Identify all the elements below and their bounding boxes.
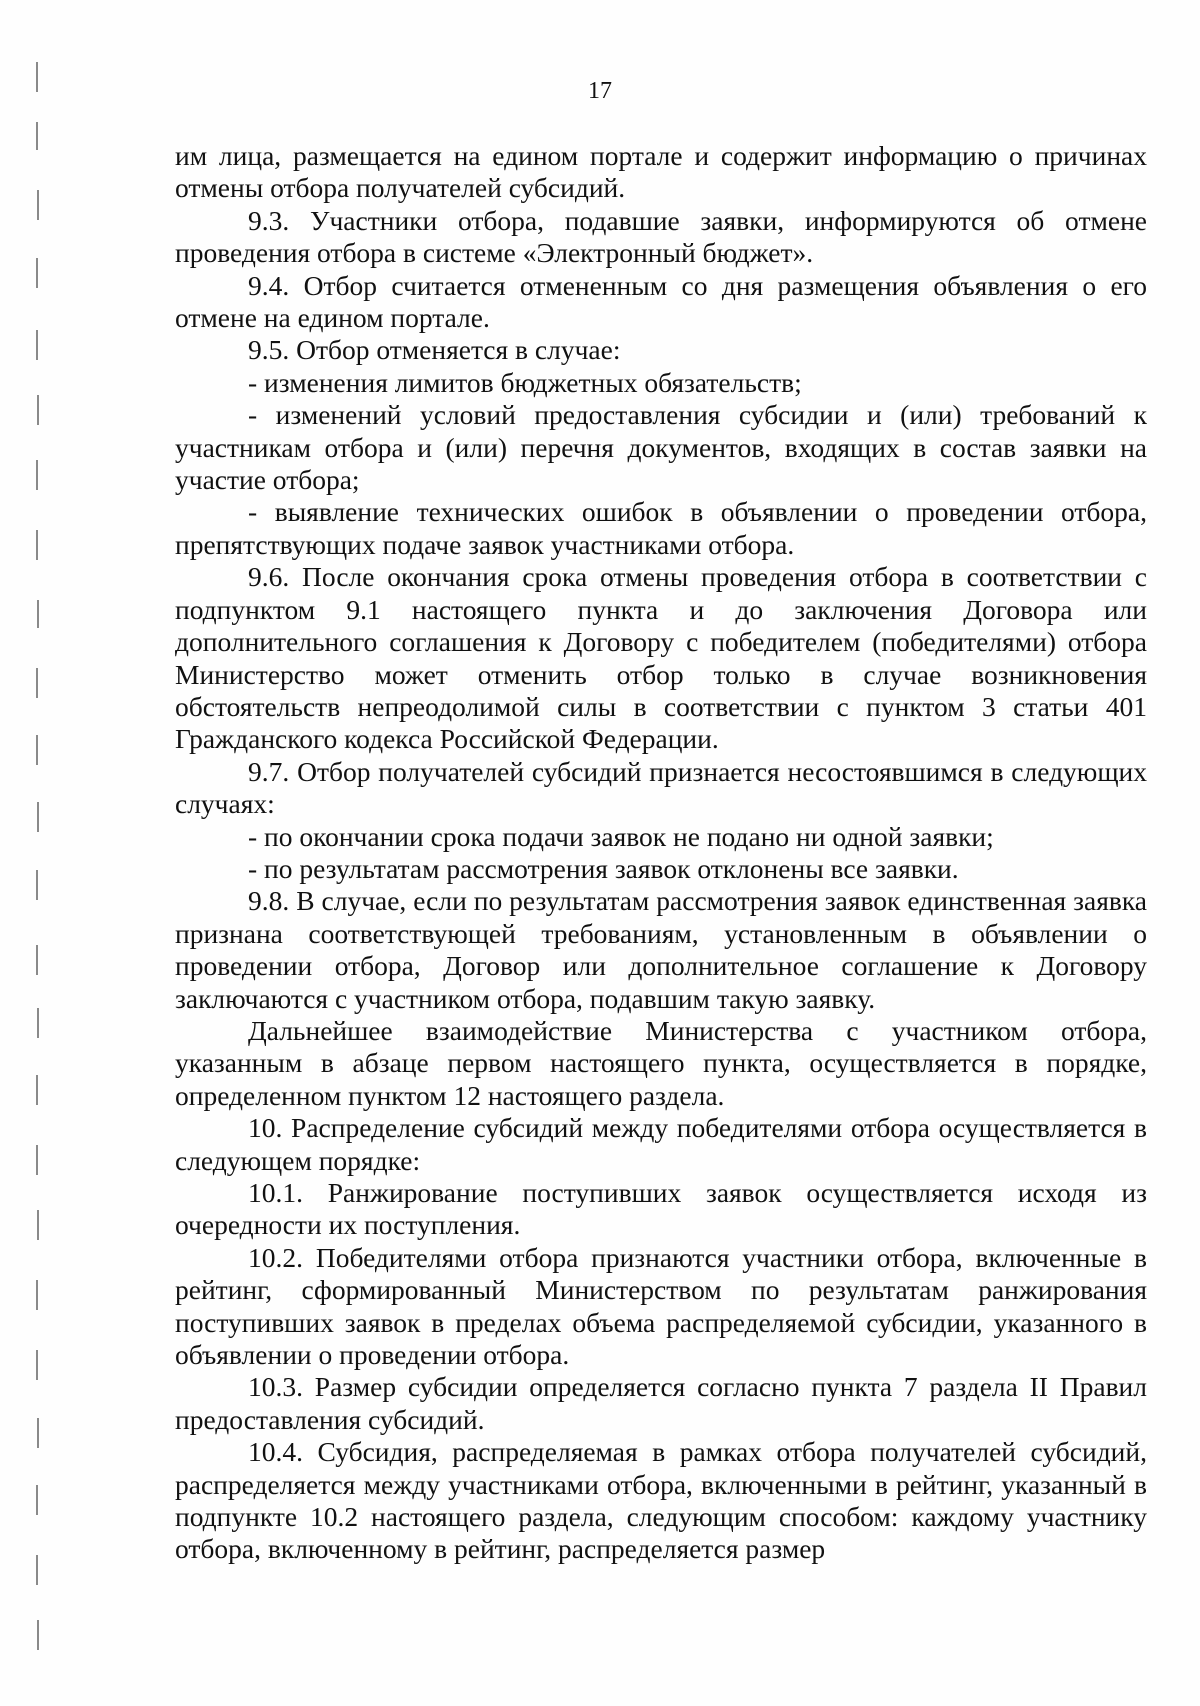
paragraph: 9.4. Отбор считается отмененным со дня размещения объявления о его отмене на едином портале. xyxy=(175,269,1147,334)
paragraph: Дальнейшее взаимодействие Министерства с участником отбора, указанным в абзаце первом настоящего пункта, осуществляется в порядке, определенном пунктом 12 настоящего раздела. xyxy=(175,1014,1147,1111)
paragraph: 9.5. Отбор отменяется в случае: xyxy=(248,334,621,366)
paragraph: 9.3. Участники отбора, подавшие заявки, информируются об отмене проведения отбора в системе «Электронный бюджет». xyxy=(175,204,1147,269)
paragraph: 10.4. Субсидия, распределяемая в рамках отбора получателей субсидий, распределяется между участниками отбора, включенными в рейтинг, указанный в подпункте 10.2 настоящего раздела, следующим способом: каждому участнику отбора, включенному в рейтинг, распределяется размер xyxy=(175,1436,1147,1565)
paragraph: 9.6. После окончания срока отмены проведения отбора в соответствии с подпунктом 9.1 настоящего пункта и до заключения Договора или дополнительного соглашения к Договору с победителем (победителями) отбора Министерство может отменить отбор только в случае возникновения обстоятельств непреодолимой силы в соответствии с пунктом 3 статьи 401 Гражданского кодекса Российской Федерации. xyxy=(175,561,1147,755)
list-item: - изменений условий предоставления субсидии и (или) требований к участникам отбора и (или) перечня документов, входящих в состав заявки на участие отбора; xyxy=(175,399,1147,496)
paragraph: им лица, размещается на едином портале и содержит информацию о причинах отмены отбора получателей субсидий. xyxy=(175,140,1147,204)
paragraph: 9.8. В случае, если по результатам рассмотрения заявок единственная заявка признана соответствующей требованиям, установленным в объявлении о проведении отбора, Договор или дополнительное соглашение к Договору заключаются с участником отбора, подавшим такую заявку. xyxy=(175,885,1147,1014)
list-item: - по результатам рассмотрения заявок отклонены все заявки. xyxy=(248,852,959,884)
document-body xyxy=(175,140,1147,1566)
paragraph: 10.1. Ранжирование поступивших заявок осуществляется исходя из очередности их поступления. xyxy=(175,1177,1147,1241)
paragraph: 9.7. Отбор получателей субсидий признается несостоявшимся в следующих случаях: xyxy=(175,755,1147,820)
paragraph: 10.2. Победителями отбора признаются участники отбора, включенные в рейтинг, сформированный Министерством по результатам ранжирования поступивших заявок в пределах объема распределяемой субсидии, указанного в объявлении о проведении отбора. xyxy=(175,1241,1147,1371)
list-item: - выявление технических ошибок в объявлении о проведении отбора, препятствующих подаче заявок участниками отбора. xyxy=(175,496,1147,560)
scan-edge-marks xyxy=(0,0,120,1706)
paragraph: 10.3. Размер субсидии определяется согласно пункта 7 раздела II Правил предоставления субсидий. xyxy=(175,1371,1147,1435)
page-number: 17 xyxy=(588,78,612,104)
list-item: - изменения лимитов бюджетных обязательств; xyxy=(248,366,802,398)
paragraph: 10. Распределение субсидий между победителями отбора осуществляется в следующем порядке: xyxy=(175,1112,1147,1176)
list-item: - по окончании срока подачи заявок не подано ни одной заявки; xyxy=(248,820,994,852)
